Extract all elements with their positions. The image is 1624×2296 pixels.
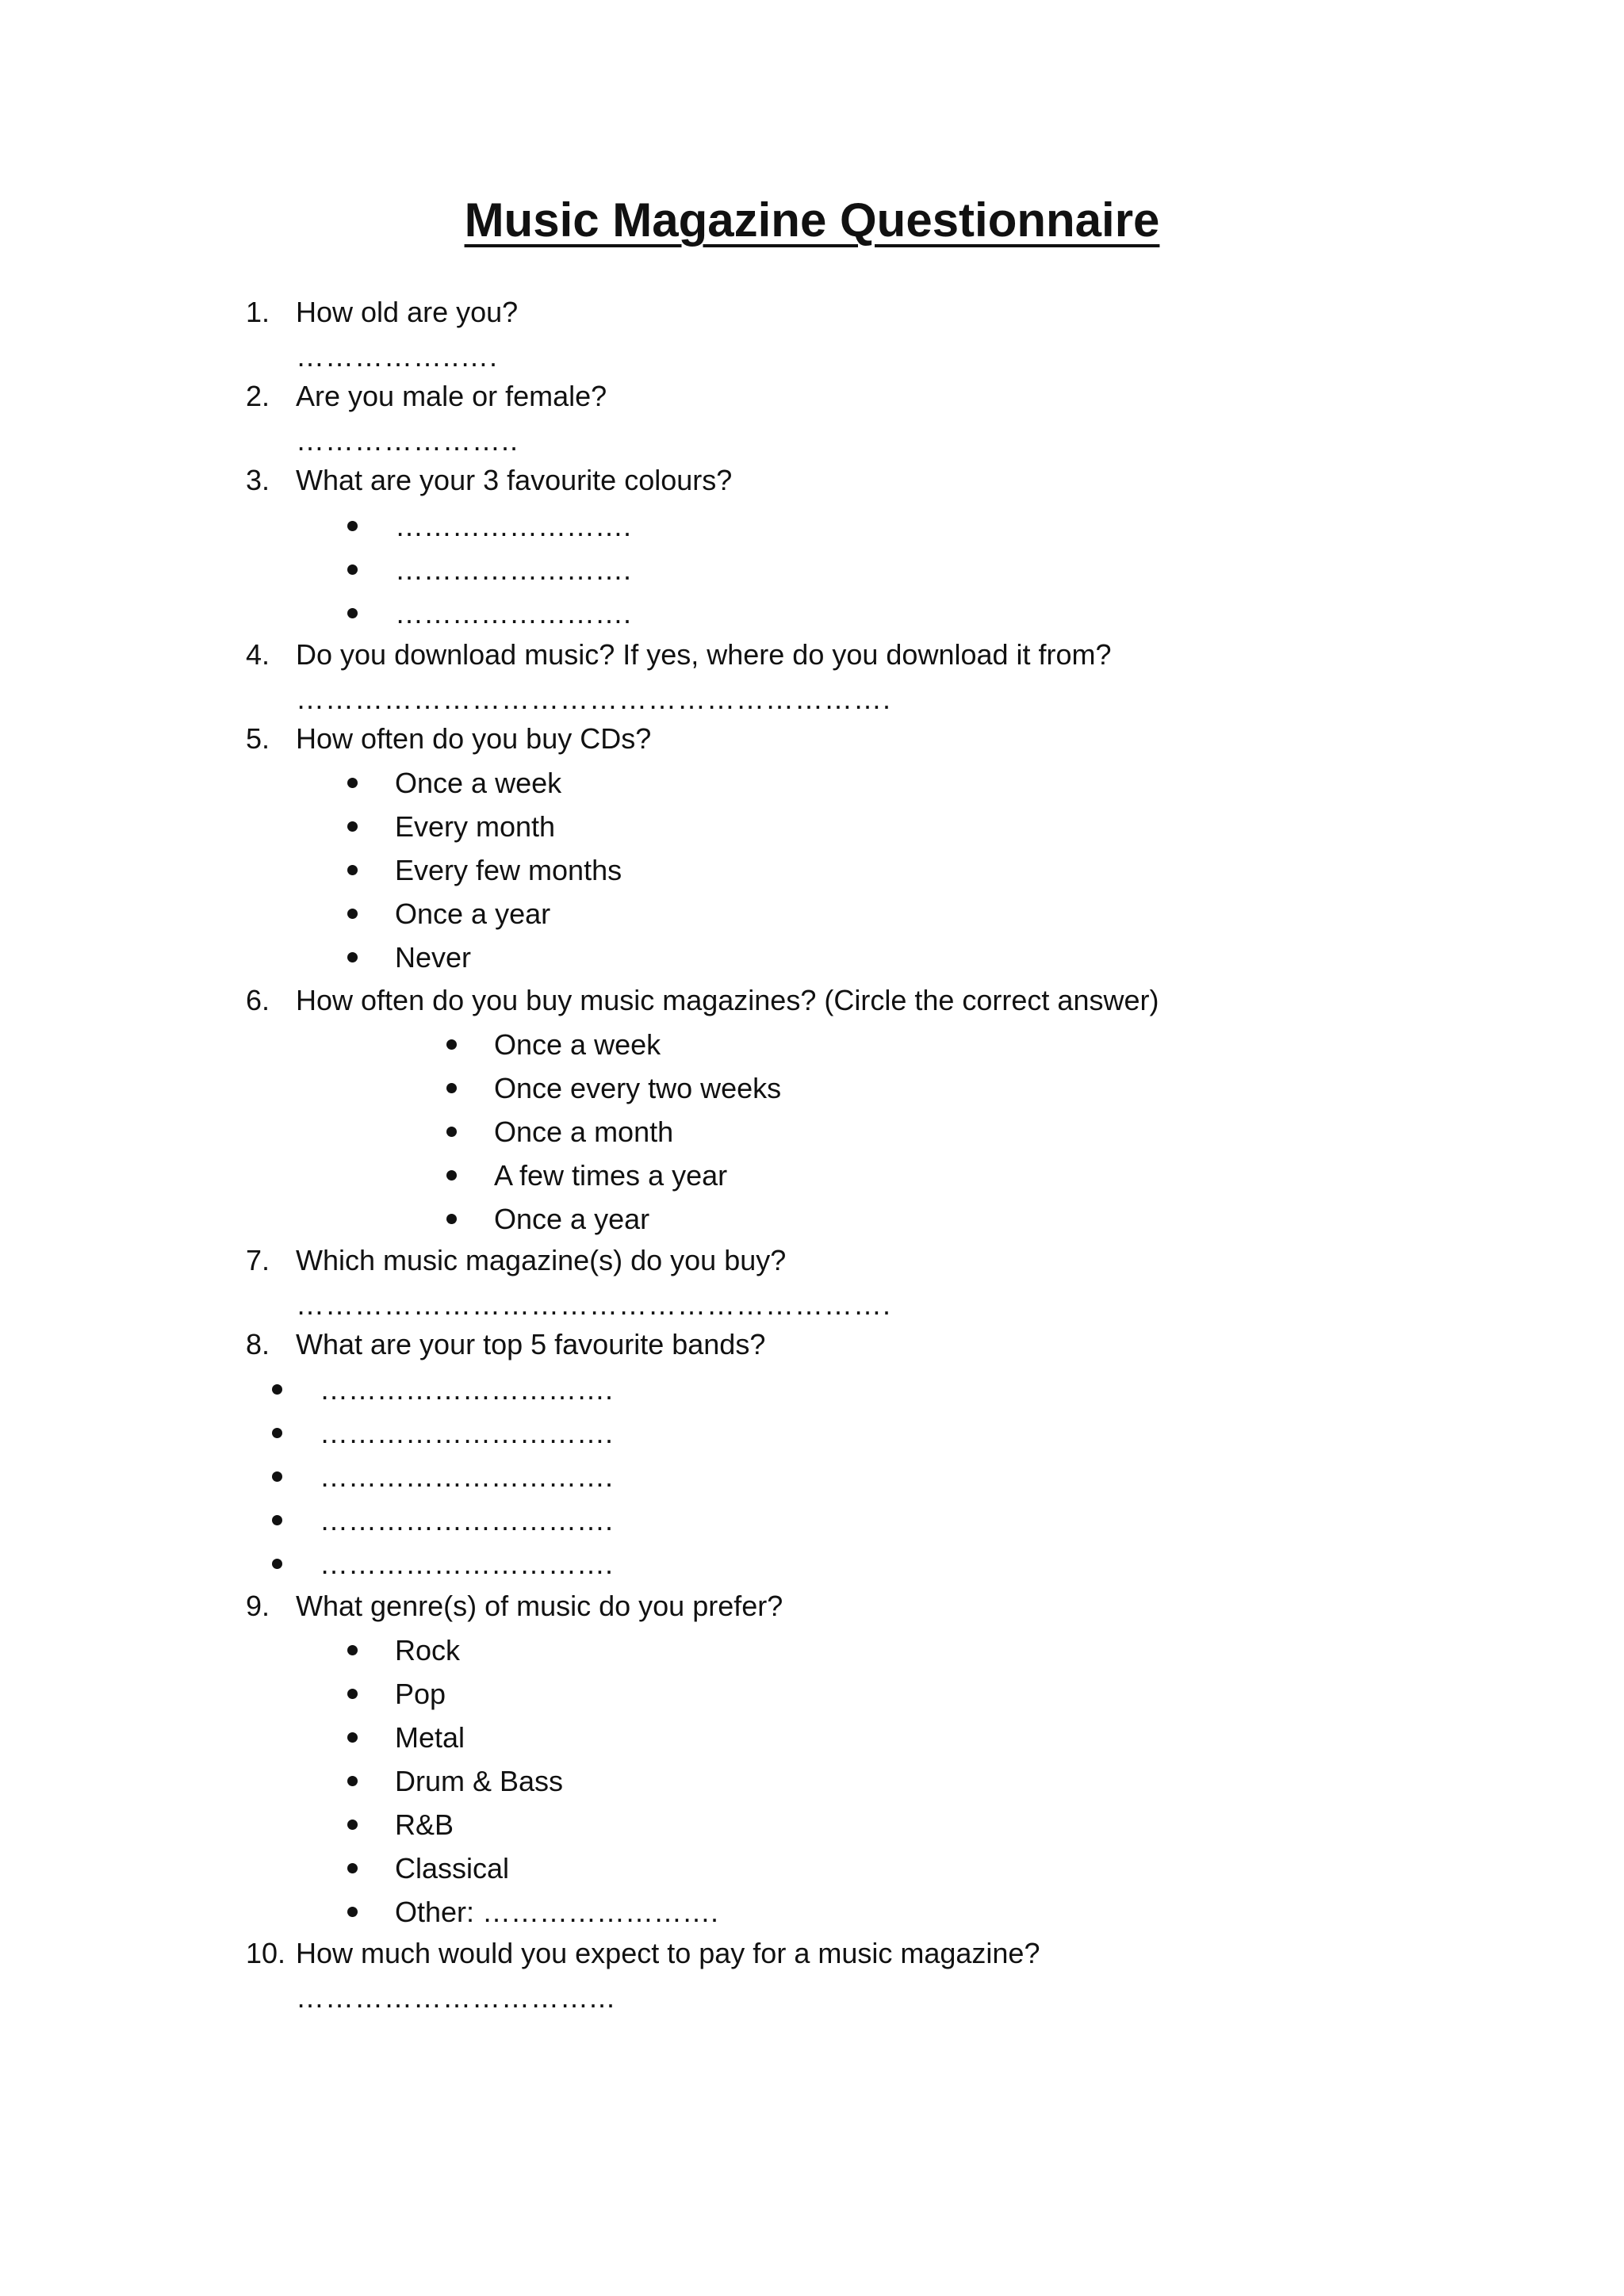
option-label: Never <box>395 941 472 974</box>
option-label: Once every two weeks <box>494 1072 782 1104</box>
question-text: What are your top 5 favourite bands? <box>296 1328 766 1360</box>
option-label: Metal <box>395 1721 465 1754</box>
question-text: Are you male or female? <box>296 380 607 412</box>
question-text: Which music magazine(s) do you buy? <box>296 1244 787 1276</box>
bullet-icon <box>272 1428 282 1438</box>
option-label: Every month <box>395 810 556 843</box>
question-number: 9. <box>246 1590 270 1622</box>
option-label: R&B <box>395 1808 454 1841</box>
bullet-icon <box>347 1907 358 1917</box>
bullet-icon <box>347 1732 358 1743</box>
option-label: Rock <box>395 1634 461 1667</box>
bullet-icon <box>347 1863 358 1873</box>
question-text: Do you download music? If yes, where do you download it from? <box>296 638 1112 671</box>
question-text: How often do you buy music magazines? (Circle the correct answer) <box>296 984 1159 1016</box>
answer-blank: ……………..…. <box>296 340 499 373</box>
answer-blank: ……………………. <box>395 553 632 586</box>
option-label: A few times a year <box>494 1159 728 1192</box>
option-label: Other: ……………………. <box>395 1896 719 1928</box>
answer-blank: ……………………………………………………. <box>296 683 892 715</box>
bullet-icon <box>347 1645 358 1655</box>
option-label: Once a week <box>395 767 562 799</box>
bullet-icon <box>446 1127 457 1137</box>
question-number: 8. <box>246 1328 270 1360</box>
bullet-icon <box>272 1471 282 1482</box>
bullet-icon <box>272 1515 282 1525</box>
bullet-icon <box>446 1039 457 1050</box>
option-label: Once a month <box>494 1115 674 1148</box>
page-title: Music Magazine Questionnaire <box>464 193 1160 247</box>
bullet-icon <box>347 521 358 531</box>
question-number: 5. <box>246 722 270 755</box>
answer-blank: …………………………. <box>320 1417 614 1449</box>
option-label: Once a week <box>494 1028 661 1061</box>
answer-blank: …………………………... <box>296 1981 616 2014</box>
bullet-icon <box>347 821 358 832</box>
option-label: Classical <box>395 1852 510 1885</box>
answer-blank: ……………………………………………………. <box>296 1288 892 1321</box>
question-number: 1. <box>246 296 270 328</box>
question-number: 6. <box>246 984 270 1016</box>
bullet-icon <box>347 778 358 788</box>
question-number: 2. <box>246 380 270 412</box>
question-text: What genre(s) of music do you prefer? <box>296 1590 783 1622</box>
option-label: Once a year <box>395 897 551 930</box>
question-number: 4. <box>246 638 270 671</box>
bullet-icon <box>347 1820 358 1830</box>
bullet-icon <box>272 1559 282 1569</box>
question-text: How old are you? <box>296 296 519 328</box>
answer-blank: …………………………. <box>320 1504 614 1536</box>
answer-blank: ……………………. <box>395 597 632 629</box>
answer-blank: …………………………. <box>320 1548 614 1580</box>
answer-blank: ……………………. <box>395 510 632 542</box>
bullet-icon <box>347 952 358 962</box>
answer-blank: …………………………. <box>320 1460 614 1493</box>
option-label: Drum & Bass <box>395 1765 564 1797</box>
question-text: What are your 3 favourite colours? <box>296 464 733 496</box>
option-label: Once a year <box>494 1203 650 1235</box>
bullet-icon <box>347 564 358 575</box>
bullet-icon <box>347 1776 358 1786</box>
option-label: Pop <box>395 1678 446 1710</box>
question-text: How much would you expect to pay for a music magazine? <box>296 1937 1040 1969</box>
bullet-icon <box>347 909 358 919</box>
bullet-icon <box>272 1384 282 1395</box>
bullet-icon <box>446 1170 457 1181</box>
bullet-icon <box>347 865 358 875</box>
answer-blank: …………………………. <box>320 1373 614 1406</box>
question-number: 10. <box>246 1937 286 1969</box>
question-text: How often do you buy CDs? <box>296 722 652 755</box>
question-number: 3. <box>246 464 270 496</box>
bullet-icon <box>347 608 358 618</box>
option-label: Every few months <box>395 854 622 886</box>
question-number: 7. <box>246 1244 270 1276</box>
bullet-icon <box>446 1083 457 1093</box>
answer-blank: ………………….. <box>296 424 519 457</box>
bullet-icon <box>446 1214 457 1224</box>
bullet-icon <box>347 1689 358 1699</box>
